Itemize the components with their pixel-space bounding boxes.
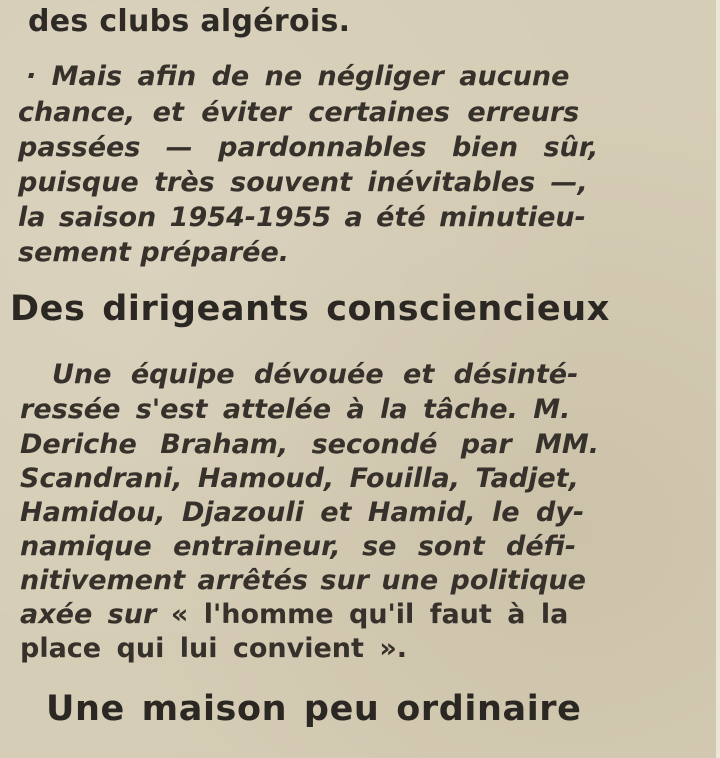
paragraph-line: la saison 1954-1955 a été minutieu- — [18, 202, 586, 233]
paragraph-line: Une équipe dévouée et désinté- — [52, 359, 579, 390]
paragraph-line: puisque très souvent inévitables —, — [18, 167, 588, 198]
paragraph-line — [20, 598, 568, 632]
paragraph-line: nitivement arrêtés sur une politique — [20, 565, 586, 596]
paragraph-line: namique entraineur, se sont défi- — [20, 531, 577, 562]
paragraph-line-lead: axée sur — [20, 599, 157, 630]
paragraph-line: Hamidou, Djazouli et Hamid, le dy- — [20, 497, 585, 528]
paragraph-line: chance, et éviter certaines erreurs — [18, 97, 580, 128]
paragraph-line: place qui lui convient ». — [20, 633, 408, 664]
paragraph-line-quote: « l'homme qu'il faut à la — [170, 599, 569, 630]
clipping-edge — [716, 0, 720, 758]
paragraph-line: Scandrani, Hamoud, Fouilla, Tadjet, — [20, 463, 579, 494]
paragraph-line: · Mais afin de ne négliger aucune — [26, 61, 570, 92]
paragraph-line: sement préparée. — [18, 237, 290, 268]
paragraph-line: ressée s'est attelée à la tâche. M. — [20, 394, 571, 425]
paragraph-line: Deriche Braham, secondé par MM. — [20, 429, 600, 460]
section-heading-maison: Une maison peu ordinaire — [46, 689, 582, 729]
paragraph-line: passées — pardonnables bien sûr, — [18, 132, 599, 163]
subheading-continued: des clubs algérois. — [28, 4, 351, 39]
section-heading-dirigeants: Des dirigeants consciencieux — [10, 289, 610, 329]
